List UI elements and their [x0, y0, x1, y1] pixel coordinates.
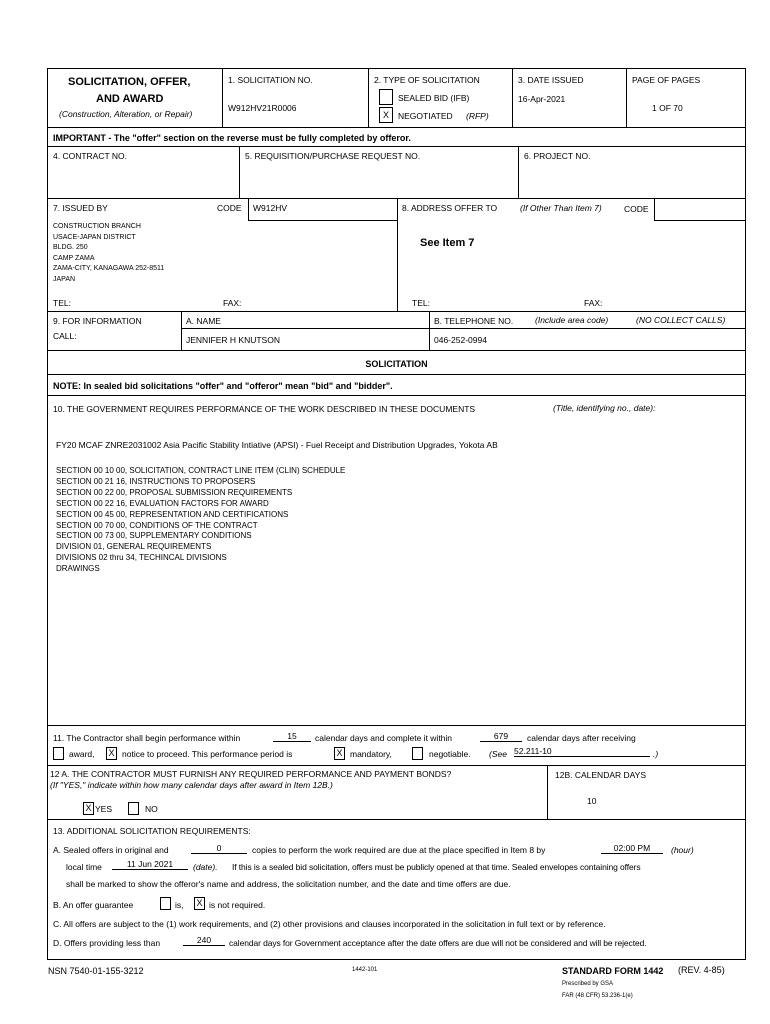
issued-by-label: 7. ISSUED BY: [53, 203, 108, 213]
see-close: .): [653, 749, 659, 759]
standard-form-rev: (REV. 4-85): [678, 965, 725, 975]
see-label: (See: [489, 749, 507, 759]
notice-label: notice to proceed. This performance period is: [122, 749, 293, 759]
section-line-1: SECTION 00 10 00, SOLICITATION, CONTRACT LINE ITEM (CLIN) SCHEDULE: [56, 466, 346, 475]
solicitation-no-label: 1. SOLICITATION NO.: [228, 75, 313, 85]
prescribed-by: Prescribed by GSA: [562, 981, 614, 987]
rfp-label: (RFP): [466, 111, 489, 121]
nsn-number: NSN 7540-01-155-3212: [48, 966, 144, 976]
date-issued-label: 3. DATE ISSUED: [518, 75, 584, 85]
date-issued-value: 16-Apr-2021: [518, 94, 566, 104]
important-note: IMPORTANT - The "offer" section on the reverse must be fully completed by offeror.: [53, 133, 411, 143]
award-checkbox[interactable]: [53, 747, 64, 760]
form-code: 1442-101: [352, 967, 378, 973]
negotiable-checkbox[interactable]: [412, 747, 423, 760]
address-offer-note: (If Other Than Item 7): [520, 203, 602, 213]
address-offer-label: 8. ADDRESS OFFER TO: [402, 203, 498, 213]
address-offer-tel: TEL:: [412, 298, 430, 308]
item13c-text: C. All offers are subject to the (1) work requirements, and (2) other provisions and clauses incorporated in the solicitation in full text or by reference.: [53, 919, 606, 929]
section-line-9: DIVISIONS 02 thru 34, TECHINCAL DIVISIONS: [56, 553, 227, 563]
item11-text1: 11. The Contractor shall begin performance within: [53, 733, 241, 743]
requisition-label: 5. REQUISITION/PURCHASE REQUEST NO.: [245, 151, 421, 161]
section-line-8: DIVISION 01, GENERAL REQUIREMENTS: [56, 542, 212, 552]
section-line-5: SECTION 00 45 00, REPRESENTATION AND CERTIFICATIONS: [56, 509, 289, 519]
bonds-yes-checkbox[interactable]: X: [83, 802, 94, 815]
bonds-no-checkbox[interactable]: [128, 802, 139, 815]
issued-by-address-2: USACE-JAPAN DISTRICT: [53, 233, 136, 241]
solicitation-heading: SOLICITATION: [365, 359, 428, 369]
phone-note-collect: (NO COLLECT CALLS): [636, 315, 726, 325]
form-title-sub: (Construction, Alteration, or Repair): [59, 109, 193, 119]
solicitation-type-label: 2. TYPE OF SOLICITATION: [374, 75, 480, 85]
issued-by-code-label: CODE: [217, 203, 242, 213]
contact-name-label: A. NAME: [186, 316, 221, 326]
section-line-4: SECTION 00 22 16, EVALUATION FACTORS FOR AWARD: [56, 498, 269, 508]
item10-note: (Title, identifying no., date):: [553, 403, 656, 413]
item13a-text2: copies to perform the work required are due at the place specified in Item 8 by: [252, 845, 546, 855]
sealed-bid-label: SEALED BID (IFB): [398, 93, 470, 103]
issued-by-tel: TEL:: [53, 298, 71, 308]
negotiable-label: negotiable.: [429, 749, 471, 759]
mandatory-label: mandatory,: [350, 749, 392, 759]
project-title: FY20 MCAF ZNRE2031002 Asia Pacific Stability Intiative (APSI) - Fuel Receipt and Distribution Upgrades, Yokota AB: [56, 440, 498, 450]
solicitation-form: [47, 68, 746, 960]
section-line-6: SECTION 00 70 00, CONDITIONS OF THE CONTRACT: [56, 520, 258, 530]
sealed-bid-checkbox[interactable]: [379, 89, 393, 105]
item12a-label: 12 A. THE CONTRACTOR MUST FURNISH ANY REQUIRED PERFORMANCE AND PAYMENT BONDS?: [50, 769, 452, 779]
info-label-1: 9. FOR INFORMATION: [53, 316, 142, 326]
item13a-text1: A. Sealed offers in original and: [53, 845, 169, 855]
item13d-text1: D. Offers providing less than: [53, 938, 161, 948]
complete-days-field[interactable]: 679: [480, 731, 522, 742]
issued-by-address-3: BLDG. 250: [53, 244, 88, 252]
form-title-line2: AND AWARD: [96, 93, 164, 105]
standard-form-name: STANDARD FORM 1442: [562, 966, 664, 976]
section-line-10: DRAWINGS: [56, 564, 100, 574]
guarantee-not-checkbox[interactable]: X: [194, 897, 205, 910]
info-label-2: CALL:: [53, 331, 77, 341]
item11-text3: calendar days after receiving: [527, 733, 636, 743]
item13a-text4: If this is a sealed bid solicitation, offers must be publicly opened at that time. Sealed envelopes containing offers: [232, 862, 641, 872]
address-offer-fax: FAX:: [584, 298, 603, 308]
sealed-bid-note: NOTE: In sealed bid solicitations "offer" and "offeror" mean "bid" and "bidder".: [53, 381, 393, 391]
form-title-line1: SOLICITATION, OFFER,: [68, 76, 191, 88]
hour-label: (hour): [671, 845, 694, 855]
page-of-pages-value: 1 OF 70: [652, 103, 683, 113]
negotiated-checkbox[interactable]: X: [379, 107, 393, 123]
copies-field[interactable]: 0: [191, 843, 247, 854]
bonds-no-label: NO: [145, 804, 158, 814]
guarantee-is-checkbox[interactable]: [160, 897, 171, 910]
due-time-field[interactable]: 02:00 PM: [601, 843, 663, 854]
page-of-pages-label: PAGE OF PAGES: [632, 75, 701, 85]
guarantee-is-label: is,: [175, 900, 184, 910]
negotiated-label: NEGOTIATED: [398, 111, 453, 121]
item11-text2: calendar days and complete it within: [315, 733, 453, 743]
section-line-2: SECTION 00 21 16, INSTRUCTIONS TO PROPOSERS: [56, 476, 256, 486]
contact-name-value: JENNIFER H KNUTSON: [186, 335, 280, 345]
begin-days-field[interactable]: 15: [273, 731, 311, 742]
phone-value: 046-252-0994: [434, 335, 487, 345]
contract-no-label: 4. CONTRACT NO.: [53, 151, 127, 161]
item12a-note: (If "YES," indicate within how many calendar days after award in Item 12B.): [50, 780, 333, 790]
issued-by-fax: FAX:: [223, 298, 242, 308]
due-date-field[interactable]: 11 Jun 2021: [112, 859, 188, 870]
mandatory-checkbox[interactable]: X: [334, 747, 345, 760]
item10-label: 10. THE GOVERNMENT REQUIRES PERFORMANCE OF THE WORK DESCRIBED IN THESE DOCUMENTS: [53, 404, 476, 414]
acceptance-days-field[interactable]: 240: [183, 935, 225, 946]
issued-by-address-6: JAPAN: [53, 276, 76, 283]
far-reference: FAR (48 CFR) 53.236-1(e): [562, 993, 633, 999]
item13d-text2: calendar days for Government acceptance after the date offers are due will not be considered and will be rejected.: [229, 938, 647, 948]
award-label: award,: [69, 749, 95, 759]
guarantee-not-label: is not required.: [209, 900, 266, 910]
address-offer-code-label: CODE: [624, 204, 649, 214]
see-item-7: See Item 7: [420, 237, 475, 249]
item12b-label: 12B. CALENDAR DAYS: [555, 770, 647, 780]
local-time-label: local time: [66, 862, 102, 872]
section-line-7: SECTION 00 73 00, SUPPLEMENTARY CONDITIONS: [56, 531, 252, 541]
section-line-3: SECTION 00 22 00, PROPOSAL SUBMISSION REQUIREMENTS: [56, 487, 293, 497]
project-no-label: 6. PROJECT NO.: [524, 151, 591, 161]
solicitation-no-value: W912HV21R0006: [228, 103, 297, 113]
phone-label: B. TELEPHONE NO.: [434, 316, 514, 326]
item13a-text5: shall be marked to show the offeror's name and address, the solicitation number, and the date and time offers are due.: [66, 879, 511, 889]
issued-by-address-4: CAMP ZAMA: [53, 254, 95, 262]
phone-note-area: (Include area code): [535, 315, 609, 325]
item13b-text1: B. An offer guarantee: [53, 900, 134, 910]
issued-by-code-value: W912HV: [253, 203, 288, 213]
issued-by-address-1: CONSTRUCTION BRANCH: [53, 223, 141, 230]
item13-label: 13. ADDITIONAL SOLICITATION REQUIREMENTS:: [53, 826, 251, 836]
see-reference-field[interactable]: 52.211-10: [514, 746, 650, 757]
notice-to-proceed-checkbox[interactable]: X: [106, 747, 117, 760]
issued-by-address-5: ZAMA-CITY, KANAGAWA 252-8511: [53, 265, 165, 273]
item12b-value: 10: [587, 796, 597, 806]
bonds-yes-label: YES: [95, 804, 113, 814]
date-label: (date).: [193, 862, 218, 872]
